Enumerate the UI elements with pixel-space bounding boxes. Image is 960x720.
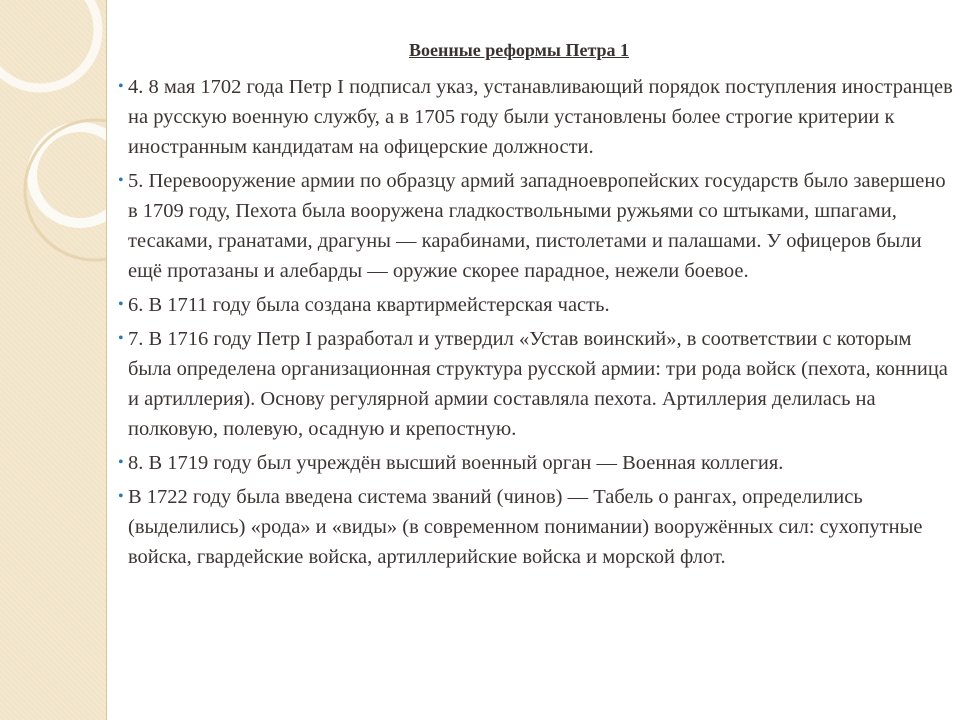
- item-text: В 1722 году была введена система званий (чинов) — Табель о рангах, определились (выделились) «рода» и «виды» (в современном понимании) вооружённых сил: сухопутные войска, гвардейские войска, артиллерийские войска и морской флот.: [128, 486, 923, 568]
- bullet-icon: •: [118, 330, 124, 347]
- decorative-side-panel: [0, 0, 106, 720]
- decorative-rings: [0, 0, 106, 720]
- item-text: 8. В 1719 году был учреждён высший военный орган — Военная коллегия.: [128, 452, 784, 474]
- list-item: [118, 324, 954, 444]
- list-item: [118, 448, 954, 478]
- item-text: 4. 8 мая 1702 года Петр I подписал указ, устанавливающий порядок поступления иностранцев на русскую военную службу, а в 1705 году были установлены более строгие критерии к иностранным кандидатам на офицерские должности.: [128, 76, 953, 158]
- list-item: [118, 290, 954, 320]
- bullet-icon: •: [118, 296, 124, 313]
- slide-content: [118, 72, 954, 576]
- list-item: [118, 72, 954, 162]
- list-item: [118, 482, 954, 572]
- bullet-icon: •: [118, 454, 124, 471]
- item-text: 5. Перевооружение армии по образцу армий западноевропейских государств было завершено в 1709 году, Пехота была вооружена гладкоствольными ружьями со штыками, шпагами, тесаками, гранатами, драгуны — карабинами, пистолетами и палашами. У офицеров были ещё протазаны и алебарды — оружие скорее парадное, нежели боевое.: [128, 170, 946, 282]
- bullet-icon: •: [118, 172, 124, 189]
- item-text: 6. В 1711 году была создана квартирмейстерская часть.: [128, 294, 610, 316]
- panel-divider: [106, 0, 107, 720]
- slide-title: Военные реформы Петра 1: [408, 40, 630, 60]
- list-item: [118, 166, 954, 286]
- bullet-icon: •: [118, 488, 124, 505]
- item-text: 7. В 1716 году Петр I разработал и утвердил «Устав воинский», в соответствии с которым была определена организационная структура русской армии: три рода войск (пехота, конница и артиллерия). Основу регулярной армии составляла пехота. Артиллерия делилась на полковую, полевую, осадную и крепостную.: [128, 328, 948, 440]
- bullet-icon: •: [118, 78, 124, 95]
